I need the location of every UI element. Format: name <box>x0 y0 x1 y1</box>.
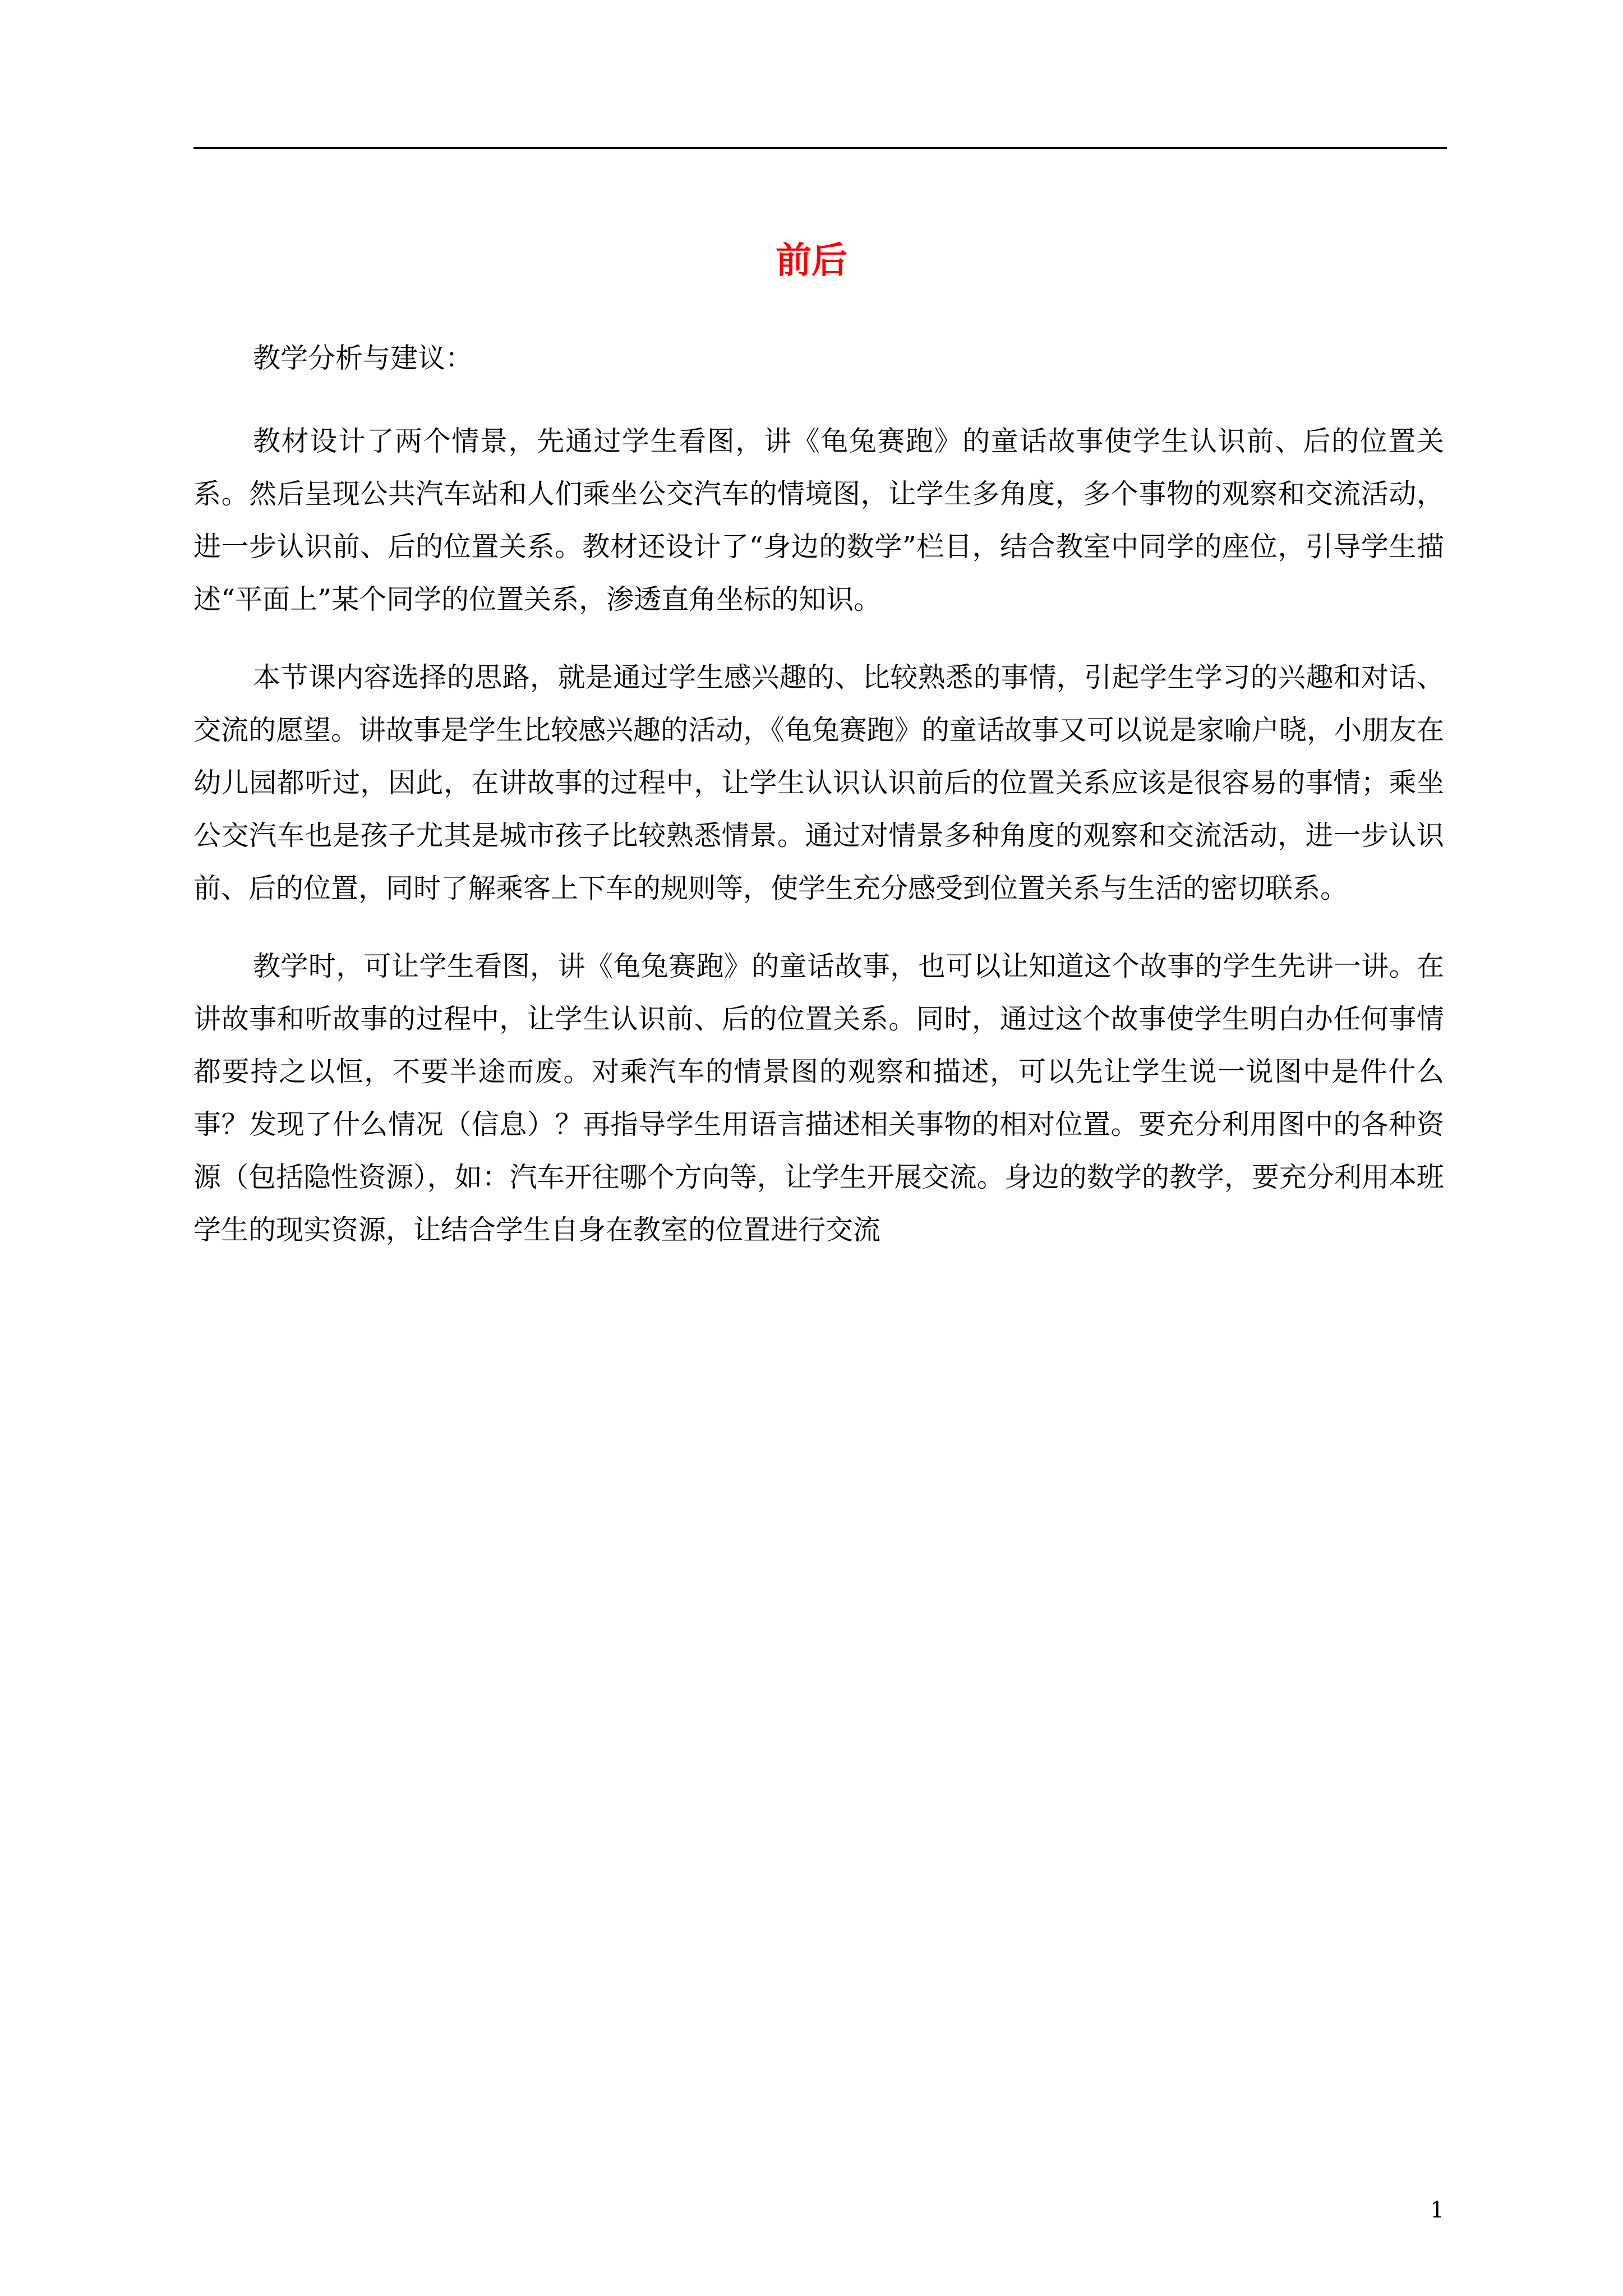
document-title: 前后 <box>776 240 847 282</box>
paragraph-1: 教材设计了两个情景，先通过学生看图，讲《龟兔赛跑》的童话故事使学生认识前、后的位置关系。然后呈现公共汽车站和人们乘坐公交汽车的情境图，让学生多角度，多个事物的观察和交流活动，进一步认识前、后的位置关系。教材还设计了“身边的数学”栏目，结合教室中同学的座位，引导学生描述“平面上”某个同学的位置关系，渗透直角坐标的知识。 <box>193 425 1444 615</box>
section-heading: 教学分析与建议： <box>253 342 473 374</box>
paragraph-3: 教学时，可让学生看图，讲《龟兔赛跑》的童话故事，也可以让知道这个故事的学生先讲一讲。在讲故事和听故事的过程中，让学生认识前、后的位置关系。同时，通过这个故事使学生明白办任何事情都要持之以恒，不要半途而废。对乘汽车的情景图的观察和描述，可以先让学生说一说图中是件什么事？发现了什么情况（信息）？再指导学生用语言描述相关事物的相对位置。要充分利用图中的各种资源（包括隐性资源），如：汽车开往哪个方向等，让学生开展交流。身边的数学的教学，要充分利用本班学生的现实资源，让结合学生自身在教室的位置进行交流 <box>193 950 1444 1246</box>
header-rule <box>193 147 1447 149</box>
paragraph-2: 本节课内容选择的思路，就是通过学生感兴趣的、比较熟悉的事情，引起学生学习的兴趣和对话、交流的愿望。讲故事是学生比较感兴趣的活动，《龟兔赛跑》的童话故事又可以说是家喻户晓，小朋友在幼儿园都听过，因此，在讲故事的过程中，让学生认识认识前后的位置关系应该是很容易的事情；乘坐公交汽车也是孩子尤其是城市孩子比较熟悉情景。通过对情景多种角度的观察和交流活动，进一步认识前、后的位置，同时了解乘客上下车的规则等，使学生充分感受到位置关系与生活的密切联系。 <box>193 661 1444 904</box>
page-number: 1 <box>1430 2197 1445 2223</box>
document-body <box>193 332 1444 1282</box>
